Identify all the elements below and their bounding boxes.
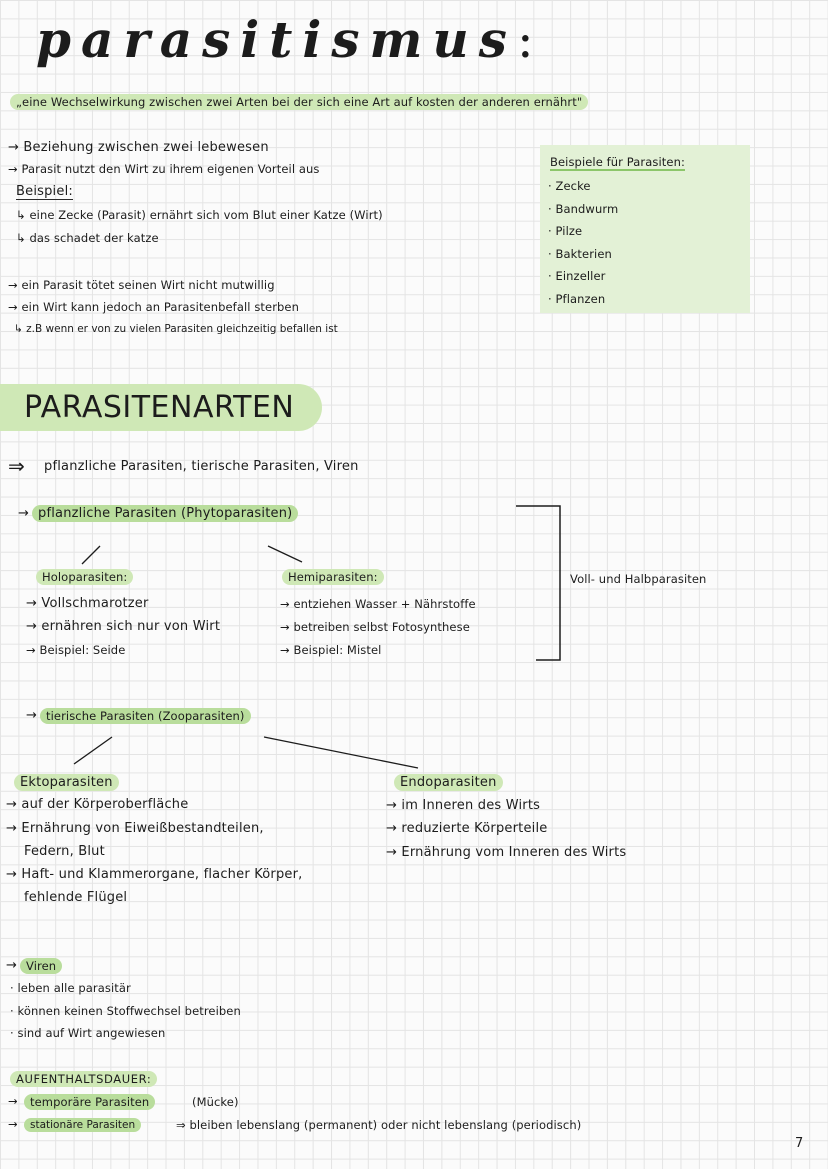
examples-box-title: Beispiele für Parasiten: <box>550 155 685 169</box>
endo-item: → reduzierte Körperteile <box>386 821 548 836</box>
viren-item: · sind auf Wirt angewiesen <box>10 1026 166 1040</box>
hemi-branch-line <box>268 546 302 562</box>
ekto-item: Federn, Blut <box>24 844 105 859</box>
plant-parasites-label: pflanzliche Parasiten (Phytoparasiten) <box>32 505 298 522</box>
viren-item: · können keinen Stoffwechsel betreiben <box>10 1004 241 1018</box>
temporaer-label: temporäre Parasiten <box>24 1094 155 1110</box>
ektoparasiten-label: Ektoparasiten <box>14 774 119 791</box>
temporaer-note: (Mücke) <box>192 1095 239 1109</box>
examples-item: · Bandwurm <box>548 202 619 216</box>
beispiel-label: Beispiel: <box>16 184 73 199</box>
stationaer-note: ⇒ bleiben lebenslang (permanent) oder nicht lebenslang (periodisch) <box>176 1118 582 1132</box>
animal-arrow: → <box>26 708 38 723</box>
holo-branch-line <box>82 546 100 564</box>
page-number: 7 <box>795 1136 804 1151</box>
ekto-item: → Haft- und Klammerorgane, flacher Körper, <box>6 867 303 882</box>
viren-label: Viren <box>20 958 62 974</box>
intro-line-2: → Parasit nutzt den Wirt zu ihrem eigenen Vorteil aus <box>8 162 320 176</box>
title-text: parasitismus <box>36 10 517 69</box>
bracket-line <box>516 506 560 660</box>
plant-arrow: → <box>18 506 30 521</box>
note-line-3: ↳ z.B wenn er von zu vielen Parasiten gleichzeitig befallen ist <box>14 323 338 335</box>
viren-item: · leben alle parasitär <box>10 981 131 995</box>
hemi-item: → Beispiel: Mistel <box>280 643 382 657</box>
examples-item: · Pilze <box>548 224 583 238</box>
endo-branch-line <box>264 737 418 768</box>
animal-parasites-label: tierische Parasiten (Zooparasiten) <box>40 708 251 724</box>
endo-item: → Ernährung vom Inneren des Wirts <box>386 845 627 860</box>
viren-arrow: → <box>6 958 18 973</box>
holoparasiten-label: Holoparasiten: <box>36 569 133 585</box>
examples-item: · Bakterien <box>548 247 612 261</box>
ekto-item: → auf der Körperoberfläche <box>6 797 189 812</box>
temporaer-arrow: → <box>8 1094 18 1108</box>
ekto-item: fehlende Flügel <box>24 890 128 905</box>
endoparasiten-label: Endoparasiten <box>394 774 503 791</box>
hemi-item: → entziehen Wasser + Nährstoffe <box>280 597 476 611</box>
hemiparasiten-label: Hemiparasiten: <box>282 569 384 585</box>
examples-item: · Einzeller <box>548 269 606 283</box>
definition-quote: „eine Wechselwirkung zwischen zwei Arten bei der sich eine Art auf kosten der anderen ernährt" <box>10 94 588 110</box>
holo-item: → ernähren sich nur von Wirt <box>26 619 221 634</box>
stationaer-arrow: → <box>8 1117 18 1131</box>
hemi-item: → betreiben selbst Fotosynthese <box>280 620 470 634</box>
parasitenarten-heading: PARASITENARTEN <box>0 384 322 431</box>
note-line-1: → ein Parasit tötet seinen Wirt nicht mutwillig <box>8 278 275 292</box>
ekto-branch-line <box>74 737 112 764</box>
note-line-2: → ein Wirt kann jedoch an Parasitenbefall sterben <box>8 300 299 314</box>
examples-item: · Pflanzen <box>548 292 606 306</box>
examples-item: · Zecke <box>548 179 591 193</box>
intro-line-1: → Beziehung zwischen zwei lebewesen <box>8 140 269 155</box>
example-line-1: ↳ eine Zecke (Parasit) ernährt sich vom Blut einer Katze (Wirt) <box>16 208 383 222</box>
holo-item: → Beispiel: Seide <box>26 643 126 657</box>
endo-item: → im Inneren des Wirts <box>386 798 541 813</box>
bracket-label: Voll- und Halbparasiten <box>570 572 707 586</box>
holo-item: → Vollschmarotzer <box>26 596 149 611</box>
ekto-item: → Ernährung von Eiweißbestandteilen, <box>6 821 264 836</box>
example-line-2: ↳ das schadet der katze <box>16 231 159 245</box>
aufenthaltsdauer-label: AUFENTHALTSDAUER: <box>10 1071 157 1087</box>
types-summary: pflanzliche Parasiten, tierische Parasiten, Viren <box>44 459 359 474</box>
title-colon: : <box>516 11 544 69</box>
summary-arrow: ⇒ <box>8 454 25 478</box>
stationaer-label: stationäre Parasiten <box>24 1118 141 1132</box>
